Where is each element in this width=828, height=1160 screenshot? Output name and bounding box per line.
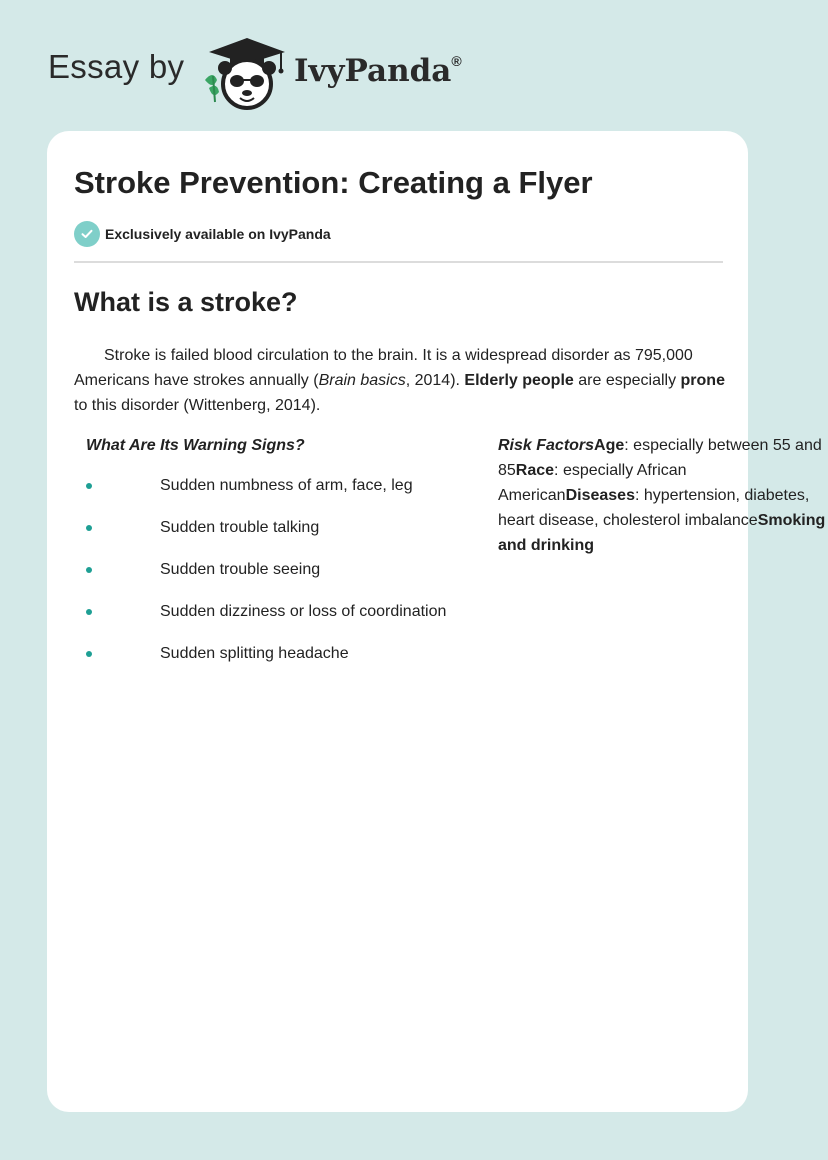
page-title: Stroke Prevention: Creating a Flyer <box>74 165 593 200</box>
badge-label: Exclusively available on IvyPanda <box>105 226 331 242</box>
risk-factors-heading: Risk Factors <box>498 437 595 454</box>
bullet-dot-icon <box>86 525 92 531</box>
list-item: Sudden splitting headache <box>86 643 486 685</box>
brand-name[interactable]: IvyPanda® <box>294 52 462 89</box>
citation-title: Brain basics <box>318 372 406 389</box>
list-item: Sudden numbness of arm, face, leg <box>86 475 486 517</box>
exclusive-badge <box>74 221 331 247</box>
essay-by-label: Essay by <box>48 48 185 85</box>
list-item: Sudden trouble seeing <box>86 559 486 601</box>
section-heading: What is a stroke? <box>74 287 298 317</box>
list-item: Sudden trouble talking <box>86 517 486 559</box>
bullet-dot-icon <box>86 609 92 615</box>
risk-diseases-label: Diseases <box>565 487 635 504</box>
bullet-dot-icon <box>86 567 92 573</box>
intro-paragraph: Stroke is failed blood circulation to the brain. It is a widespread disorder as 795,000 Americans have strokes annually (Brain basics, 2014). Elderly people are especially prone to this disorder (Wittenberg, 2014). <box>74 347 725 414</box>
site-header <box>48 36 648 116</box>
warning-signs-list <box>86 475 486 685</box>
bullet-dot-icon <box>86 483 92 489</box>
risk-factors-column: Risk FactorsAge: especially between 55 and 85Race: especially African AmericanDiseases: hypertension, diabetes, heart disease, cholesterol imbalanceSmoking and drinking <box>498 437 826 554</box>
panda-graduate-icon[interactable] <box>203 36 293 110</box>
bullet-dot-icon <box>86 651 92 657</box>
risk-habits-label: Smoking and drinking <box>498 512 826 554</box>
list-item: Sudden dizziness or loss of coordination <box>86 601 486 643</box>
warning-signs-column <box>86 435 486 685</box>
risk-race-label: Race <box>515 462 555 479</box>
risk-age-label: Age <box>594 437 625 454</box>
essay-card <box>47 131 826 1112</box>
check-circle-icon <box>74 221 100 247</box>
divider <box>74 261 723 263</box>
warning-signs-heading: What Are Its Warning Signs? <box>86 437 305 454</box>
